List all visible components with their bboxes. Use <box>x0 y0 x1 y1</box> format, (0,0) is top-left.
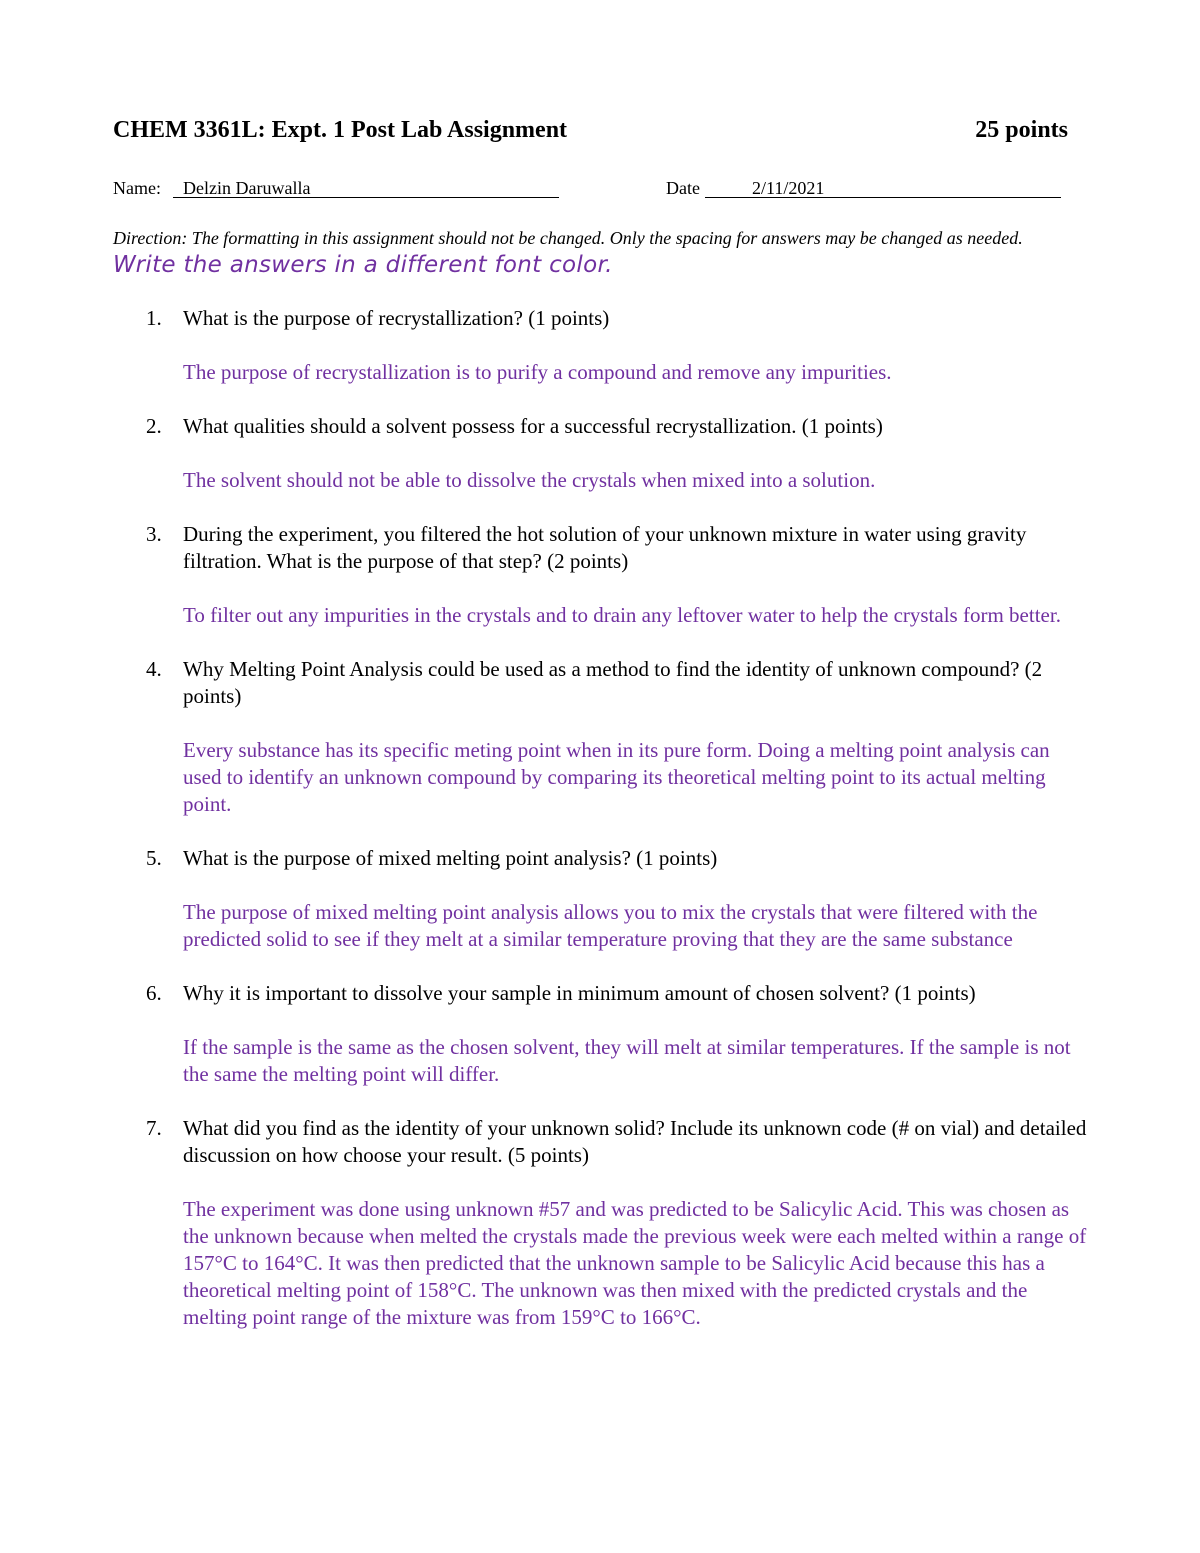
name-field: Delzin Daruwalla <box>173 176 559 198</box>
answer-text: To filter out any impurities in the crystals and to drain any leftover water to help the crystals form better. <box>183 603 1061 627</box>
assignment-title: CHEM 3361L: Expt. 1 Post Lab Assignment <box>113 117 568 143</box>
question-number: 4. <box>146 657 162 681</box>
question-item-6 <box>113 980 1088 1088</box>
name-label: Name: <box>113 178 161 198</box>
question-text: During the experiment, you filtered the hot solution of your unknown mixture in water using gravity filtration. What is the purpose of that step? (2 points) <box>183 522 1027 573</box>
directions-block <box>113 225 1063 280</box>
question-number: 6. <box>146 981 162 1005</box>
question-number: 2. <box>146 414 162 438</box>
question-item-7 <box>113 1115 1088 1331</box>
date-label: Date <box>666 178 700 198</box>
answer-text: The experiment was done using unknown #57 and was predicted to be Salicylic Acid. This was chosen as the unknown because when melted the crystals made the previous week were each melted within a range of 157°C to 164°C. It was then predicted that the unknown sample to be Salicylic Acid because this has a theoretical melting point of 158°C. The unknown was then mixed with the predicted crystals and the melting point range of the mixture was from 159°C to 166°C. <box>183 1197 1087 1329</box>
question-list <box>113 305 1088 1358</box>
answer-text: The purpose of recrystallization is to purify a compound and remove any impurities. <box>183 360 892 384</box>
directions-text: Direction: The formatting in this assignment should not be changed. Only the spacing for answers may be changed as needed. <box>113 228 1023 248</box>
question-number: 1. <box>146 306 162 330</box>
question-item-2 <box>113 413 1088 494</box>
question-text: What did you find as the identity of your unknown solid? Include its unknown code (# on vial) and detailed discussion on how choose your result. (5 points) <box>183 1116 1087 1167</box>
answer-text: The purpose of mixed melting point analysis allows you to mix the crystals that were filtered with the predicted solid to see if they melt at a similar temperature proving that they are the same substance <box>183 900 1038 951</box>
student-info-row <box>113 176 1068 202</box>
question-item-5 <box>113 845 1088 953</box>
question-number: 3. <box>146 522 162 546</box>
answer-text: Every substance has its specific meting point when in its pure form. Doing a melting point analysis can used to identify an unknown compound by comparing its theoretical melting point to its actual melting point. <box>183 738 1050 816</box>
question-number: 5. <box>146 846 162 870</box>
question-item-4 <box>113 656 1088 818</box>
date-field: 2/11/2021 <box>705 176 1061 198</box>
question-text: What qualities should a solvent possess for a successful recrystallization. (1 points) <box>183 414 883 438</box>
question-text: Why it is important to dissolve your sample in minimum amount of chosen solvent? (1 points) <box>183 981 976 1005</box>
total-points: 25 points <box>975 117 1068 143</box>
question-text: What is the purpose of recrystallization? (1 points) <box>183 306 610 330</box>
question-text: What is the purpose of mixed melting point analysis? (1 points) <box>183 846 718 870</box>
answer-text: The solvent should not be able to dissolve the crystals when mixed into a solution. <box>183 468 876 492</box>
directions-emphasis: Write the answers in a different font color. <box>113 252 613 278</box>
question-item-3 <box>113 521 1088 629</box>
question-text: Why Melting Point Analysis could be used as a method to find the identity of unknown compound? (2 points) <box>183 657 1043 708</box>
question-item-1 <box>113 305 1088 386</box>
question-number: 7. <box>146 1116 162 1140</box>
answer-text: If the sample is the same as the chosen solvent, they will melt at similar temperatures. If the sample is not the same the melting point will differ. <box>183 1035 1071 1086</box>
